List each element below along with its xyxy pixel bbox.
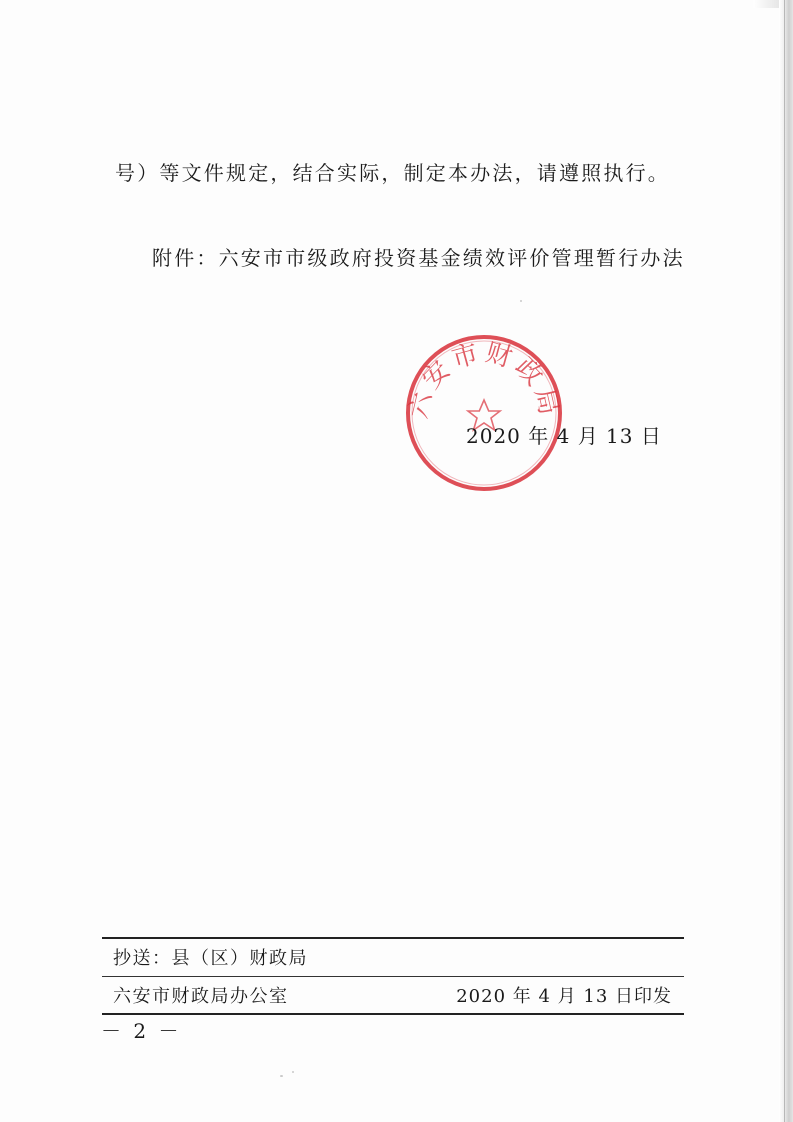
footer-rule-bottom: [102, 1013, 684, 1015]
seal-text: 六安市财政局: [403, 337, 565, 422]
scan-speck: [280, 1075, 283, 1077]
scan-edge-line: [784, 0, 785, 1122]
scan-speck: [292, 1071, 294, 1073]
cc-recipients: 抄送：县（区）财政局: [113, 948, 308, 969]
seal-graphic: [403, 332, 565, 494]
footer-rule-middle: [102, 976, 684, 977]
scan-speck: [520, 300, 522, 302]
attachment-line: 附件：六安市市级政府投资基金绩效评价管理暂行办法: [152, 246, 685, 270]
body-continuation-text: 号）等文件规定，结合实际，制定本办法，请遵照执行。: [115, 161, 670, 185]
page-number: － 2 －: [101, 1019, 182, 1043]
official-seal: [403, 332, 565, 494]
scan-page-edge: [779, 0, 793, 1122]
footer-rule-top: [102, 937, 684, 939]
print-date: 2020 年 4 月 13 日印发: [456, 986, 672, 1007]
issuing-office: 六安市财政局办公室: [113, 986, 289, 1007]
issue-date: 2020 年 4 月 13 日: [466, 424, 662, 448]
